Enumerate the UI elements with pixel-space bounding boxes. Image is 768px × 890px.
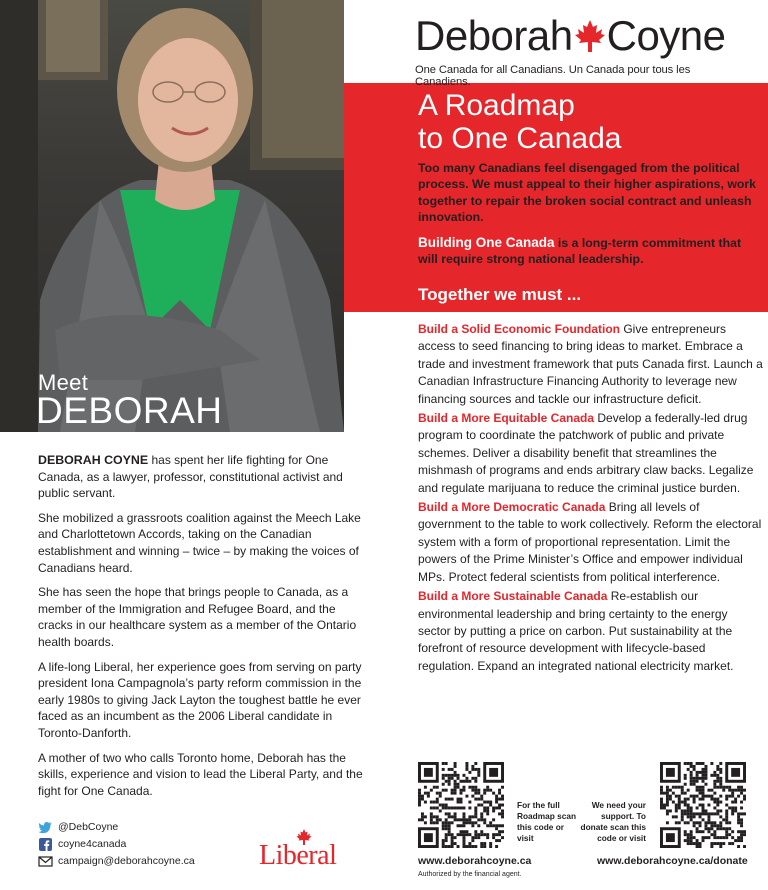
liberal-wordmark: Liberal	[259, 840, 337, 871]
priority-sustainable	[418, 588, 763, 675]
priority-heading: Build a Solid Economic Foundation	[418, 322, 620, 336]
email-address: campaign@deborahcoyne.ca	[58, 855, 195, 867]
priority-heading: Build a More Democratic Canada	[418, 500, 606, 515]
website-link[interactable]: www.deborahcoyne.ca	[418, 855, 532, 867]
roadmap-intro: Too many Canadians feel disengaged from the political process. We must appeal to their higher aspirations, work together to repair the broken social contract and unleash innovation.	[418, 161, 757, 225]
bio-paragraph: A mother of two who calls Toronto home, Deborah has the skills, experience and vision to lead the Liberal Party, and the fight for One Canada.	[38, 750, 363, 798]
priority-text: Re-establish our environmental leadership and bring certainty to the energy sector by putting a price on carbon. Put sustainability at the forefront of resource development with lifecycle-based regulation. Expand an integrated national electricity market.	[418, 589, 734, 673]
photo-name-heading: DEBORAH	[36, 390, 223, 431]
donate-qr-note: We need your support. To donate scan this code or visit	[580, 800, 646, 843]
facebook-icon	[38, 838, 53, 851]
brand-logo	[415, 12, 745, 88]
donate-link[interactable]: www.deborahcoyne.ca/donate	[597, 855, 748, 867]
envelope-icon	[38, 855, 53, 868]
brand-name-first: Deborah	[415, 12, 573, 59]
priority-list	[418, 321, 763, 677]
maple-leaf-icon	[574, 18, 606, 54]
portrait-illustration	[0, 0, 344, 432]
roadmap-title-line1: A Roadmap	[418, 89, 575, 122]
brand-name	[415, 12, 745, 60]
bio-paragraph: She mobilized a grassroots coalition against the Meech Lake and Charlottetown Accords, taking on the Canadian establishment and winning – twice – by making the voices of Canadians heard.	[38, 510, 361, 575]
authorization-notice: Authorized by the financial agent.	[418, 871, 522, 878]
roadmap-qr-note: For the full Roadmap scan this code or visit	[517, 800, 577, 843]
priority-text: Give entrepreneurs access to seed financing to bring ideas to market. Embrace a trade and investment framework that puts Canada first. Launch a Canadian Infrastructure Financing Authority to leverage new financing sources and tackle our infrastructure deficit.	[418, 322, 763, 406]
contact-facebook[interactable]	[38, 836, 195, 853]
bio-lead-name: DEBORAH COYNE	[38, 453, 149, 467]
biography	[38, 452, 368, 807]
priority-democratic	[418, 499, 763, 586]
commitment-highlight: Building One Canada	[418, 235, 555, 250]
commitment-rest: is a long-term commitment that will require strong national leadership.	[418, 236, 742, 267]
priority-text: Develop a federally-led drug program to coordinate the patchwork of public and private schemes. Deliver a disability benefit that streamlines the mishmash of programs and ends arbitrary claw backs. Legalize and regulate marijuana to reduce the criminal justice burden.	[418, 411, 754, 495]
brand-tagline: One Canada for all Canadians. Un Canada pour tous les Canadiens.	[415, 64, 691, 88]
roadmap-title-line2: to One Canada	[418, 122, 622, 155]
facebook-name: coyne4canada	[58, 838, 127, 850]
bio-lead-text: has spent her life fighting for One Canada, as a lawyer, professor, constitutional activist and public servant.	[38, 453, 343, 501]
contact-twitter[interactable]	[38, 819, 195, 836]
brand-name-last: Coyne	[606, 12, 726, 59]
twitter-bird-icon	[38, 821, 53, 834]
portrait-photo	[0, 0, 344, 432]
commitment-text	[418, 235, 763, 268]
priority-heading: Build a More Sustainable Canada	[418, 589, 608, 604]
bio-paragraph: A life-long Liberal, her experience goes from serving on party president Iona Campagnola’s party reform commission in the early 1980s to giving Jack Layton the toughest battle he ever faced as an incumbent as the 2006 Liberal candidate in Toronto-Danforth.	[38, 659, 362, 740]
priority-equitable	[418, 410, 763, 497]
donate-qr-code[interactable]	[660, 762, 746, 848]
twitter-handle: @DebCoyne	[58, 821, 119, 833]
bio-paragraph	[38, 452, 368, 502]
priority-heading: Build a More Equitable Canada	[418, 411, 595, 426]
priority-text: Bring all levels of government to the table to work collectively. Reform the electoral system with a form of proportional representation. Limit the powers of the Prime Minister’s Office and empower individual MPs. Protect federal scientists from political interference.	[418, 500, 762, 584]
contact-email[interactable]	[38, 853, 195, 870]
roadmap-title	[418, 89, 748, 155]
priority-economic	[418, 321, 763, 408]
together-heading: Together we must ...	[418, 285, 582, 304]
roadmap-qr-code[interactable]	[418, 762, 504, 848]
meet-label: Meet	[38, 370, 89, 395]
liberal-party-logo	[259, 828, 351, 872]
bio-paragraph: She has seen the hope that brings people to Canada, as a member of the Immigration and Refugee Board, and the cracks in our healthcare system as a member of the Ontario health boards.	[38, 585, 357, 649]
contact-list	[38, 819, 195, 870]
